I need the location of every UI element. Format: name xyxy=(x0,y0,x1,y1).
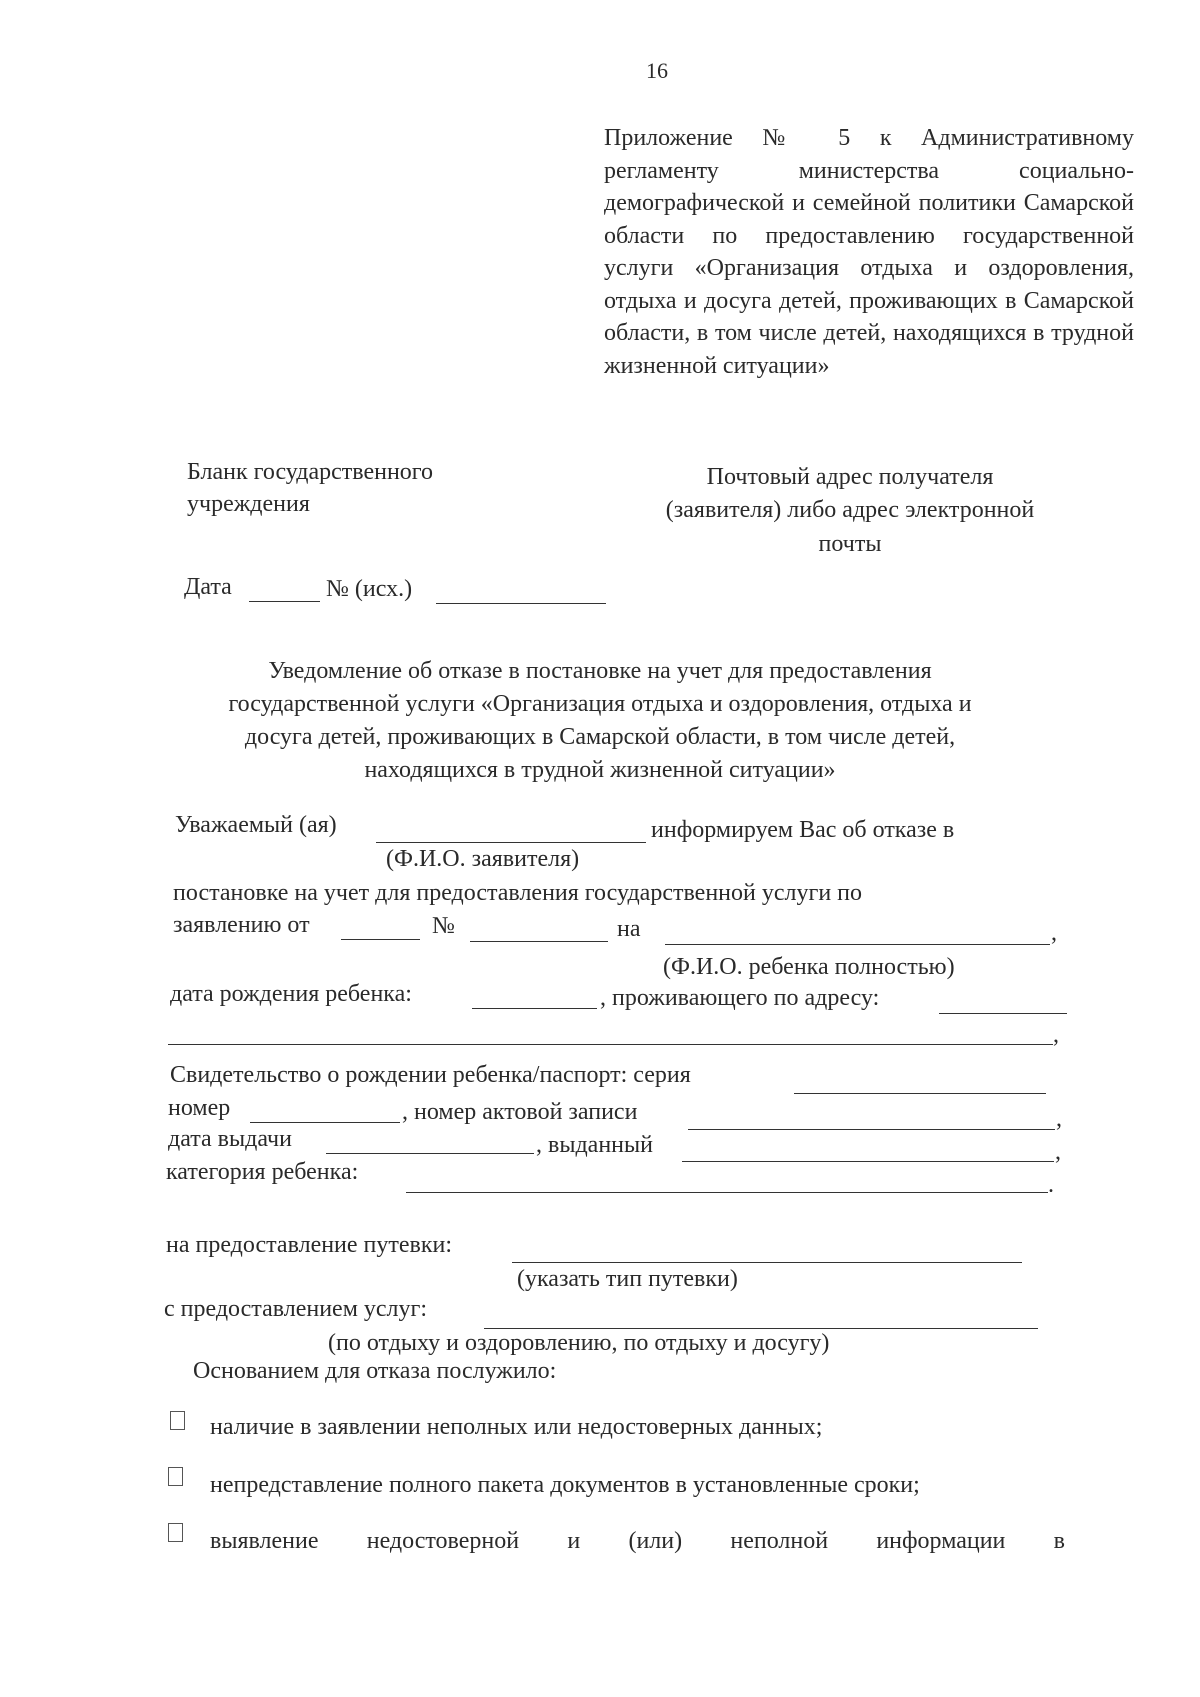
services-label: с предоставлением услуг: xyxy=(164,1296,428,1322)
notice-title-line4: находящихся в трудной жизненной ситуации» xyxy=(364,757,836,783)
reason-text-1: наличие в заявлении неполных или недостоверных данных; xyxy=(210,1414,823,1440)
category-period: . xyxy=(1048,1172,1054,1198)
application-date-field xyxy=(341,939,420,940)
application-number-label: № xyxy=(432,913,455,939)
address-comma: , xyxy=(1053,1022,1059,1048)
reason-text-3: выявление недостоверной и (или) неполной информации в xyxy=(210,1528,1065,1554)
services-hint: (по отдыху и оздоровлению, по отдыху и досугу) xyxy=(328,1330,830,1356)
child-name-comma: , xyxy=(1051,920,1057,946)
child-name-hint: (Ф.И.О. ребенка полностью) xyxy=(663,954,955,980)
notice-title-line3: досуга детей, проживающих в Самарской области, в том числе детей, xyxy=(244,724,956,750)
issue-date-field xyxy=(326,1153,534,1154)
record-number-label: , номер актовой записи xyxy=(402,1099,638,1125)
address-field-part1 xyxy=(939,1013,1067,1014)
certificate-number-field xyxy=(250,1122,400,1123)
number-label: номер xyxy=(168,1095,231,1121)
certificate-series-field xyxy=(794,1093,1046,1094)
category-field xyxy=(406,1192,1048,1193)
notice-title-line1: Уведомление об отказе в постановке на учет для предоставления xyxy=(268,658,932,684)
reason-text-2: непредставление полного пакета документов в установленные сроки; xyxy=(210,1472,920,1498)
category-label: категория ребенка: xyxy=(166,1159,359,1185)
address-line3: почты xyxy=(818,531,882,557)
child-name-field xyxy=(665,944,1050,945)
address-field-part2 xyxy=(168,1044,1053,1045)
services-field xyxy=(484,1328,1038,1329)
application-number-field xyxy=(470,941,608,942)
institution-blank-line1: Бланк государственного xyxy=(187,459,434,485)
page-number: 16 xyxy=(646,58,668,83)
appendix-note: Приложение № 5 к Административному регламенту министерства социально-демографической и семейной политики Самарской области по предоставлению государственной услуги «Организация отдыха и оздоровления, отдыха и досуга детей, проживающих в Самарской области, в том числе детей, находящихся в трудной жизненной ситуации» xyxy=(604,125,1134,379)
issued-by-field xyxy=(682,1161,1054,1162)
issued-by-label: , выданный xyxy=(536,1132,653,1158)
residing-label: , проживающего по адресу: xyxy=(600,985,880,1011)
voucher-type-field xyxy=(512,1262,1022,1263)
address-line2: (заявителя) либо адрес электронной xyxy=(665,497,1035,523)
issued-by-comma: , xyxy=(1055,1139,1061,1165)
voucher-label: на предоставление путевки: xyxy=(166,1232,453,1258)
birth-date-field xyxy=(472,1008,597,1009)
registration-line: постановке на учет для предоставления государственной услуги по xyxy=(173,880,863,906)
record-number-comma: , xyxy=(1056,1106,1062,1132)
inform-text: информируем Вас об отказе в xyxy=(651,817,955,843)
grounds-label: Основанием для отказа послужило: xyxy=(193,1358,557,1384)
date-label: Дата xyxy=(184,574,232,600)
outgoing-number-field xyxy=(436,603,606,604)
voucher-type-hint: (указать тип путевки) xyxy=(517,1266,738,1292)
reason-checkbox-2[interactable] xyxy=(168,1467,183,1486)
birth-date-label: дата рождения ребенка: xyxy=(170,981,412,1007)
date-field xyxy=(249,601,320,602)
address-line1: Почтовый адрес получателя xyxy=(706,464,994,490)
issue-date-label: дата выдачи xyxy=(168,1126,292,1152)
application-from-label: заявлению от xyxy=(173,912,310,938)
record-number-field xyxy=(688,1129,1055,1130)
institution-blank-line2: учреждения xyxy=(187,491,310,517)
dear-label: Уважаемый (ая) xyxy=(175,812,337,838)
on-label: на xyxy=(617,916,641,942)
applicant-name-hint: (Ф.И.О. заявителя) xyxy=(386,846,580,872)
reason-checkbox-1[interactable] xyxy=(170,1411,185,1430)
notice-title-line2: государственной услуги «Организация отдыха и оздоровления, отдыха и xyxy=(228,691,972,717)
reason-checkbox-3[interactable] xyxy=(168,1523,183,1542)
certificate-label: Свидетельство о рождении ребенка/паспорт: серия xyxy=(170,1062,691,1088)
applicant-name-field xyxy=(376,842,646,843)
outgoing-number-label: № (исх.) xyxy=(326,576,413,602)
